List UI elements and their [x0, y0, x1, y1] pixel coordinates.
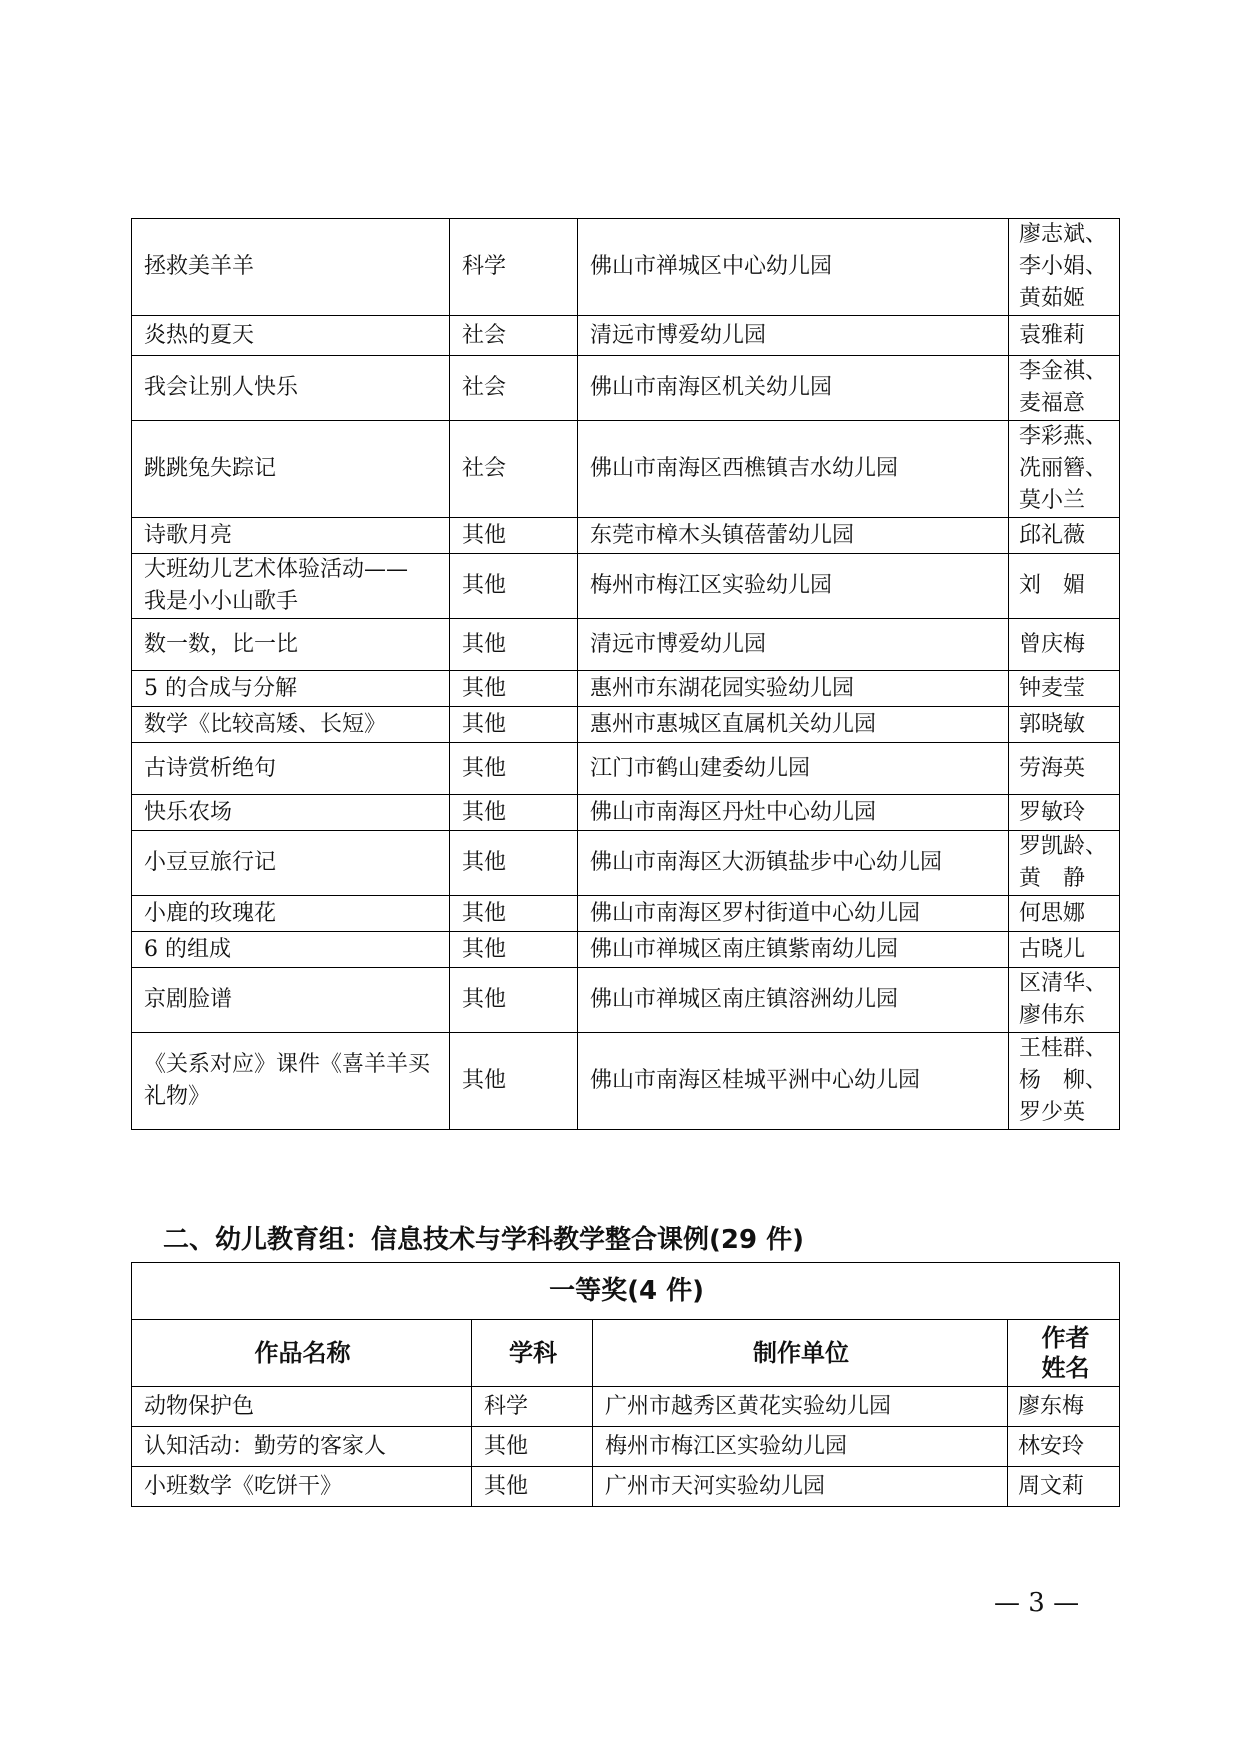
work-name-line: 小豆豆旅行记: [144, 850, 277, 875]
author-line: 区清华、: [1019, 971, 1108, 996]
column-header-unit: 制作单位: [593, 1320, 1008, 1387]
unit-cell: 佛山市南海区桂城平洲中心幼儿园: [578, 1033, 1009, 1130]
work-name-line: 京剧脸谱: [144, 987, 233, 1012]
unit-cell: 江门市鹤山建委幼儿园: [578, 743, 1009, 795]
author-line: 黄 静: [1019, 866, 1086, 891]
work-name-line: 我会让别人快乐: [144, 375, 299, 400]
author-cell: [1009, 1033, 1120, 1130]
unit-cell: 佛山市禅城区南庄镇溶洲幼儿园: [578, 968, 1009, 1033]
author-cell: [1009, 219, 1120, 316]
unit-cell: 梅州市梅江区实验幼儿园: [578, 554, 1009, 619]
unit-cell: 惠州市惠城区直属机关幼儿园: [578, 707, 1009, 743]
author-line: 麦福意: [1019, 391, 1086, 416]
author-cell: [1009, 795, 1120, 831]
table-row: [132, 421, 1120, 518]
table-row: [132, 968, 1120, 1033]
subject-cell: 其他: [450, 896, 578, 932]
author-line: 郭晓敏: [1019, 711, 1086, 737]
work-name-line: 数学《比较高矮、长短》: [144, 711, 387, 737]
column-header-author-line2: 姓名: [1041, 1354, 1090, 1382]
work-name-cell: [132, 1033, 450, 1130]
work-name-cell: [132, 831, 450, 896]
work-name-line: 礼物》: [144, 1084, 211, 1109]
author-cell: [1009, 554, 1120, 619]
awards-table-continued: [131, 218, 1120, 1130]
author-line: 李小娟、: [1019, 254, 1108, 279]
author-cell: [1009, 421, 1120, 518]
section-heading: 二、幼儿教育组：信息技术与学科教学整合课例(29 件): [163, 1225, 804, 1255]
work-name-line: 拯救美羊羊: [144, 254, 255, 279]
author-cell: [1009, 831, 1120, 896]
subject-cell: 其他: [450, 795, 578, 831]
unit-cell: 惠州市东湖花园实验幼儿园: [578, 671, 1009, 707]
work-name-cell: [132, 518, 450, 554]
work-name-line: 跳跳兔失踪记: [144, 456, 277, 481]
table-row: [132, 831, 1120, 896]
subject-cell: 其他: [450, 518, 578, 554]
table-row: [132, 356, 1120, 421]
work-name-cell: [132, 619, 450, 671]
author-line: 古晓儿: [1019, 936, 1086, 962]
author-line: 廖志斌、: [1019, 222, 1108, 247]
work-name-line: 我是小小山歌手: [144, 589, 299, 614]
column-header-name: 作品名称: [132, 1320, 472, 1387]
unit-cell: 梅州市梅江区实验幼儿园: [593, 1427, 1008, 1467]
author-line: 罗少英: [1019, 1100, 1086, 1125]
table-row: [132, 1387, 1120, 1427]
unit-cell: 佛山市南海区机关幼儿园: [578, 356, 1009, 421]
work-name-cell: [132, 896, 450, 932]
author-line: 钟麦莹: [1019, 675, 1086, 701]
subject-cell: 其他: [450, 968, 578, 1033]
table-row: [132, 743, 1120, 795]
unit-cell: 清远市博爱幼儿园: [578, 619, 1009, 671]
author-cell: 廖东梅: [1008, 1387, 1120, 1427]
work-name-cell: [132, 795, 450, 831]
award-title-row: [132, 1263, 1120, 1320]
unit-cell: 广州市天河实验幼儿园: [593, 1467, 1008, 1507]
subject-cell: 社会: [450, 316, 578, 356]
unit-cell: 佛山市南海区西樵镇吉水幼儿园: [578, 421, 1009, 518]
subject-cell: 社会: [450, 356, 578, 421]
table-row: [132, 671, 1120, 707]
subject-cell: 其他: [450, 619, 578, 671]
author-line: 冼丽簪、: [1019, 456, 1108, 481]
subject-cell: 科学: [450, 219, 578, 316]
author-line: 邱礼薇: [1019, 522, 1086, 548]
work-name-cell: [132, 671, 450, 707]
table-row: [132, 707, 1120, 743]
unit-cell: 佛山市南海区丹灶中心幼儿园: [578, 795, 1009, 831]
author-cell: [1009, 932, 1120, 968]
subject-cell: 社会: [450, 421, 578, 518]
author-line: 刘 媚: [1019, 573, 1086, 598]
work-name-cell: [132, 219, 450, 316]
author-line: 曾庆梅: [1019, 631, 1086, 657]
column-header-author: [1008, 1320, 1120, 1387]
table-row: [132, 316, 1120, 356]
work-name-line: 小鹿的玫瑰花: [144, 900, 277, 926]
first-prize-table-body: [132, 1387, 1120, 1507]
author-cell: [1009, 518, 1120, 554]
author-line: 袁雅莉: [1019, 322, 1086, 348]
subject-cell: 其他: [450, 671, 578, 707]
author-line: 罗凯龄、: [1019, 834, 1108, 859]
table-row: [132, 1033, 1120, 1130]
author-line: 劳海英: [1019, 755, 1086, 781]
work-name-line: 古诗赏析绝句: [144, 755, 277, 781]
table-row: [132, 896, 1120, 932]
work-name-line: 数一数，比一比: [144, 631, 299, 657]
author-line: 何思娜: [1019, 900, 1086, 926]
author-line: 王桂群、: [1019, 1036, 1108, 1061]
table-row: [132, 219, 1120, 316]
unit-cell: 佛山市禅城区南庄镇紫南幼儿园: [578, 932, 1009, 968]
award-title: 一等奖(4 件): [132, 1263, 1120, 1320]
subject-cell: 其他: [472, 1467, 593, 1507]
subject-cell: 科学: [472, 1387, 593, 1427]
unit-cell: 佛山市南海区罗村街道中心幼儿园: [578, 896, 1009, 932]
author-line: 李金祺、: [1019, 359, 1108, 384]
table-row: [132, 554, 1120, 619]
author-cell: [1009, 316, 1120, 356]
work-name-cell: [132, 707, 450, 743]
author-line: 黄茹姬: [1019, 286, 1086, 311]
author-cell: [1009, 356, 1120, 421]
page-number: — 3 —: [994, 1588, 1080, 1618]
work-name-cell: 小班数学《吃饼干》: [132, 1467, 472, 1507]
subject-cell: 其他: [450, 743, 578, 795]
work-name-line: 诗歌月亮: [144, 522, 233, 548]
work-name-cell: [132, 743, 450, 795]
work-name-cell: [132, 316, 450, 356]
author-cell: [1009, 671, 1120, 707]
author-line: 李彩燕、: [1019, 424, 1108, 449]
work-name-cell: [132, 356, 450, 421]
awards-table-body: [132, 219, 1120, 1130]
work-name-cell: [132, 421, 450, 518]
subject-cell: 其他: [472, 1427, 593, 1467]
table-row: [132, 1467, 1120, 1507]
unit-cell: 东莞市樟木头镇蓓蕾幼儿园: [578, 518, 1009, 554]
author-cell: [1009, 619, 1120, 671]
subject-cell: 其他: [450, 932, 578, 968]
work-name-line: 大班幼儿艺术体验活动——: [144, 557, 409, 582]
unit-cell: 广州市越秀区黄花实验幼儿园: [593, 1387, 1008, 1427]
first-prize-table: [131, 1262, 1120, 1507]
work-name-cell: 动物保护色: [132, 1387, 472, 1427]
work-name-cell: [132, 554, 450, 619]
subject-cell: 其他: [450, 707, 578, 743]
table-row: [132, 619, 1120, 671]
work-name-cell: 认知活动：勤劳的客家人: [132, 1427, 472, 1467]
work-name-cell: [132, 968, 450, 1033]
unit-cell: 佛山市禅城区中心幼儿园: [578, 219, 1009, 316]
subject-cell: 其他: [450, 1033, 578, 1130]
subject-cell: 其他: [450, 554, 578, 619]
subject-cell: 其他: [450, 831, 578, 896]
work-name-line: 6 的组成: [144, 936, 231, 962]
unit-cell: 清远市博爱幼儿园: [578, 316, 1009, 356]
author-cell: [1009, 707, 1120, 743]
author-cell: [1009, 896, 1120, 932]
author-line: 罗敏玲: [1019, 799, 1086, 825]
table-row: [132, 795, 1120, 831]
column-header-subject: 学科: [472, 1320, 593, 1387]
column-header-row: [132, 1320, 1120, 1387]
author-line: 廖伟东: [1019, 1003, 1086, 1028]
work-name-line: 《关系对应》课件《喜羊羊买: [144, 1052, 431, 1077]
table-row: [132, 1427, 1120, 1467]
author-cell: [1009, 968, 1120, 1033]
table-row: [132, 518, 1120, 554]
work-name-line: 5 的合成与分解: [144, 675, 297, 701]
work-name-line: 炎热的夏天: [144, 322, 255, 348]
table-row: [132, 932, 1120, 968]
work-name-cell: [132, 932, 450, 968]
work-name-line: 快乐农场: [144, 799, 233, 825]
author-cell: 林安玲: [1008, 1427, 1120, 1467]
author-line: 莫小兰: [1019, 488, 1086, 513]
column-header-author-line1: 作者: [1041, 1324, 1090, 1352]
author-cell: 周文莉: [1008, 1467, 1120, 1507]
author-line: 杨 柳、: [1019, 1068, 1108, 1093]
unit-cell: 佛山市南海区大沥镇盐步中心幼儿园: [578, 831, 1009, 896]
author-cell: [1009, 743, 1120, 795]
